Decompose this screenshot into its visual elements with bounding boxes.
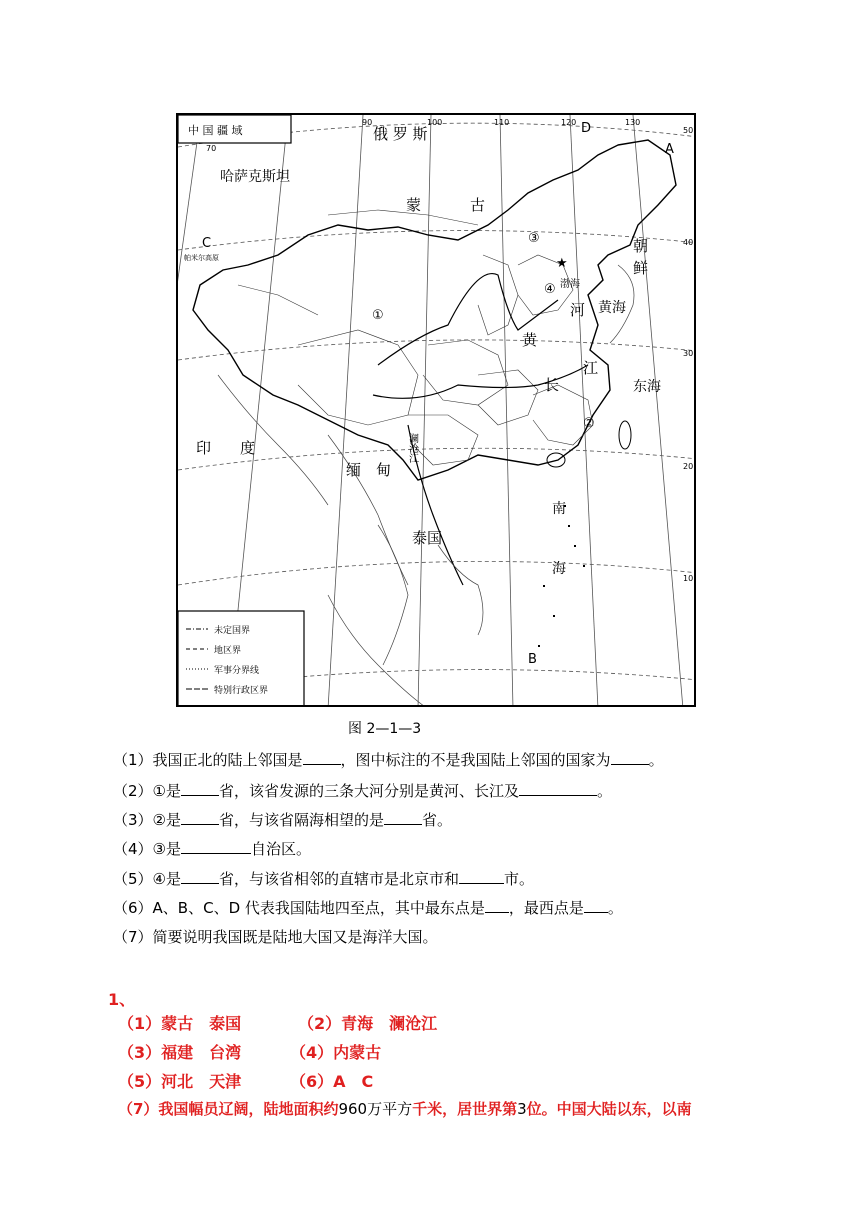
question-3-blank-b <box>384 810 422 825</box>
legend-military-line: 军事分界线 <box>214 666 260 676</box>
question-3 <box>113 809 452 830</box>
lon-120: 120 <box>561 118 577 127</box>
point-d: D <box>581 121 592 136</box>
question-2-blank-b <box>519 781 597 796</box>
answer-number: 1、 <box>108 990 136 1009</box>
answer-7 <box>118 1098 692 1119</box>
lon-90: 90 <box>362 118 373 127</box>
question-4 <box>113 838 311 859</box>
lat-30: 30 <box>683 349 694 358</box>
question-2-text-b: 省，该省发源的三条大河分别是黄河、长江及 <box>219 782 520 800</box>
question-5-text-b: 省，与该省相邻的直辖市是北京市和 <box>219 870 460 888</box>
question-2-text-a: （2）①是 <box>113 782 181 800</box>
label-pamir: 帕米尔高原 <box>184 254 219 262</box>
legend-region-border: 地区界 <box>214 646 242 656</box>
beijing-star-icon: ★ <box>556 256 568 271</box>
question-3-text-b: 省，与该省隔海相望的是 <box>219 811 385 829</box>
figure-caption: 图 2—1—3 <box>348 721 422 737</box>
question-5-text-c: 市。 <box>504 870 535 888</box>
question-6-text-c: 。 <box>607 899 623 917</box>
question-4-text-a: （4）③是 <box>113 840 181 858</box>
question-1-text-c: 。 <box>648 751 664 769</box>
question-2-blank-a <box>181 781 219 796</box>
question-5-text-a: （5）④是 <box>113 870 181 888</box>
lon-130: 130 <box>625 118 641 127</box>
lat-10: 10 <box>683 574 694 583</box>
label-yellow-sea: 黄海 <box>598 300 626 316</box>
answer-2: （2）青海 澜沧江 <box>298 1014 438 1033</box>
marker-4: ④ <box>544 282 556 297</box>
label-korea-1: 朝 <box>633 237 649 255</box>
label-south-sea-2: 海 <box>552 561 566 577</box>
lon-110: 110 <box>494 118 510 127</box>
question-3-text-a: （3）②是 <box>113 811 181 829</box>
label-myanmar-1: 缅 <box>346 461 362 479</box>
question-4-text-b: 自治区。 <box>251 840 312 858</box>
question-5 <box>113 868 534 889</box>
label-india-1: 印 <box>196 439 212 457</box>
point-a: A <box>665 142 674 157</box>
question-1-text-b: ，图中标注的不是我国陆上邻国的国家为 <box>340 751 611 769</box>
label-huanghe-2: 河 <box>570 301 586 319</box>
question-3-blank-a <box>181 810 219 825</box>
label-mongolia-2: 古 <box>470 196 486 214</box>
label-changjiang-1: 长 <box>544 376 560 394</box>
answer-7-part2: 万平方 <box>367 1100 413 1118</box>
province-lines <box>238 210 593 465</box>
question-1-text-a: （1）我国正北的陆上邻国是 <box>113 751 303 769</box>
label-myanmar-2: 甸 <box>376 461 392 479</box>
answer-3: （3）福建 台湾 <box>118 1043 242 1062</box>
point-b: B <box>528 652 537 667</box>
label-russia: 俄 罗 斯 <box>373 125 428 143</box>
answer-7-part4: 位。中国大陆以东，以南 <box>526 1100 692 1118</box>
question-2-text-c: 。 <box>597 782 613 800</box>
question-5-blank-a <box>181 869 219 884</box>
lat-20: 20 <box>683 462 694 471</box>
label-kazakhstan: 哈萨克斯坦 <box>220 169 290 185</box>
lon-100: 100 <box>427 118 443 127</box>
label-mongolia-1: 蒙 <box>406 196 422 214</box>
label-east-sea: 东海 <box>633 379 661 395</box>
label-south-sea-1: 南 <box>552 501 566 517</box>
map-legend <box>178 611 304 707</box>
answer-5: （5）河北 天津 <box>118 1072 242 1091</box>
question-1 <box>113 749 664 770</box>
lat-50: 50 <box>683 126 694 135</box>
lon-70: 70 <box>206 144 217 153</box>
marker-2: ② <box>583 416 595 431</box>
label-lancang-text: 澜沧江 <box>406 433 418 463</box>
question-1-blank-b <box>611 750 649 765</box>
marker-3: ③ <box>528 231 540 246</box>
answer-7-part3: 千米，居世界第 <box>412 1100 518 1118</box>
answer-6: （6）A C <box>290 1072 374 1091</box>
label-india-2: 度 <box>240 439 256 457</box>
answer-7-num2: 3 <box>517 1100 527 1118</box>
answer-4: （4）内蒙古 <box>290 1043 382 1062</box>
answer-7-num: 960 <box>338 1100 368 1118</box>
answer-7-part1: （7）我国幅员辽阔，陆地面积约 <box>118 1100 339 1118</box>
legend-undetermined-border: 未定国界 <box>214 626 251 636</box>
label-korea-2: 鲜 <box>633 259 649 277</box>
label-changjiang-2: 江 <box>583 359 599 377</box>
latitude-lines <box>178 123 696 690</box>
map-title: 中 国 疆 域 <box>188 124 243 137</box>
map-drawing <box>178 115 696 707</box>
question-7-text: （7）简要说明我国既是陆地大国又是海洋大国。 <box>113 928 438 946</box>
marker-1: ① <box>372 308 384 323</box>
question-5-blank-b <box>459 869 504 884</box>
label-thailand: 泰国 <box>412 529 443 547</box>
lat-40: 40 <box>683 238 694 247</box>
question-6-blank-b <box>584 898 608 913</box>
rivers <box>373 274 588 585</box>
question-2 <box>113 780 612 801</box>
point-c: C <box>202 236 212 251</box>
china-territory-map <box>176 113 696 707</box>
question-6-text-b: ，最西点是 <box>508 899 584 917</box>
question-3-text-c: 省。 <box>422 811 453 829</box>
label-huanghe-1: 黄 <box>522 331 538 349</box>
answer-1: （1）蒙古 泰国 <box>118 1014 242 1033</box>
label-lancang <box>407 432 419 464</box>
question-6-blank-a <box>485 898 509 913</box>
legend-sar-border: 特别行政区界 <box>214 686 269 696</box>
question-7 <box>113 926 438 947</box>
question-6-text-a: （6）A、B、C、D 代表我国陆地四至点，其中最东点是 <box>113 899 485 917</box>
question-4-blank-a <box>181 839 251 854</box>
label-bohai: 渤海 <box>560 279 580 290</box>
taiwan-island <box>619 421 631 449</box>
question-1-blank-a <box>303 750 341 765</box>
question-6 <box>113 897 623 918</box>
